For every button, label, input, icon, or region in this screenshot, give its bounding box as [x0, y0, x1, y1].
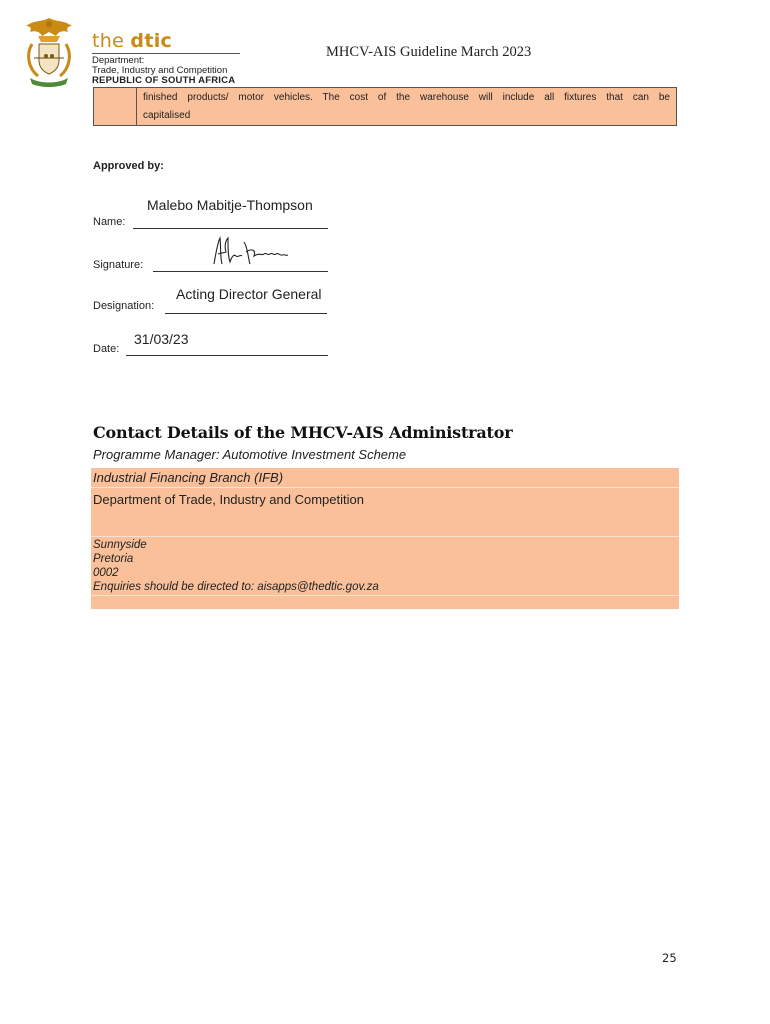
- department-line-1: Department:: [92, 55, 145, 66]
- date-label: Date:: [93, 343, 120, 355]
- table-cell-empty: [94, 88, 137, 125]
- brand-prefix: the: [92, 30, 131, 52]
- page-number: 25: [662, 951, 677, 965]
- date-underline: [126, 355, 328, 356]
- programme-manager: Programme Manager: Automotive Investment Scheme: [93, 447, 407, 462]
- name-label: Name:: [93, 216, 126, 228]
- date-value: 31/03/23: [134, 331, 189, 347]
- enquiries-line: Enquiries should be directed to: aisapps@thedtic.gov.za: [93, 581, 379, 593]
- document-title: MHCV-AIS Guideline March 2023: [326, 44, 532, 60]
- table-text-line-2: capitalised: [143, 110, 191, 121]
- contact-row-divider: [91, 595, 679, 596]
- address-suburb: Sunnyside: [93, 539, 147, 551]
- table-text-line-1: finished products/ motor vehicles. The cost of the warehouse will include all fixtures that can be: [143, 92, 670, 103]
- continued-table: [93, 87, 677, 126]
- signature-underline: [153, 271, 328, 272]
- department-name: Department of Trade, Industry and Competition: [93, 492, 364, 507]
- handwritten-signature: [208, 234, 292, 270]
- contact-row-divider: [91, 536, 679, 537]
- signature-label: Signature:: [93, 259, 144, 271]
- brand-name: dtic: [130, 30, 173, 52]
- address-postal-code: 0002: [93, 567, 119, 579]
- designation-value: Acting Director General: [176, 286, 322, 302]
- table-cell-text: [143, 89, 670, 125]
- department-line-2: Trade, Industry and Competition: [92, 65, 228, 76]
- contact-row-divider: [91, 487, 679, 488]
- name-value: Malebo Mabitje-Thompson: [147, 197, 313, 213]
- branch-name: Industrial Financing Branch (IFB): [93, 470, 284, 485]
- department-line-3: REPUBLIC OF SOUTH AFRICA: [92, 75, 236, 86]
- address-city: Pretoria: [93, 553, 134, 565]
- contact-heading: Contact Details of the MHCV-AIS Administrator: [93, 423, 513, 442]
- coat-of-arms-logo: [20, 14, 78, 88]
- approved-by-heading: Approved by:: [93, 160, 164, 172]
- designation-label: Designation:: [93, 300, 155, 312]
- name-underline: [133, 228, 328, 229]
- brand-divider: [92, 53, 240, 54]
- dtic-brand-logo: [92, 30, 172, 52]
- designation-underline: [165, 313, 327, 314]
